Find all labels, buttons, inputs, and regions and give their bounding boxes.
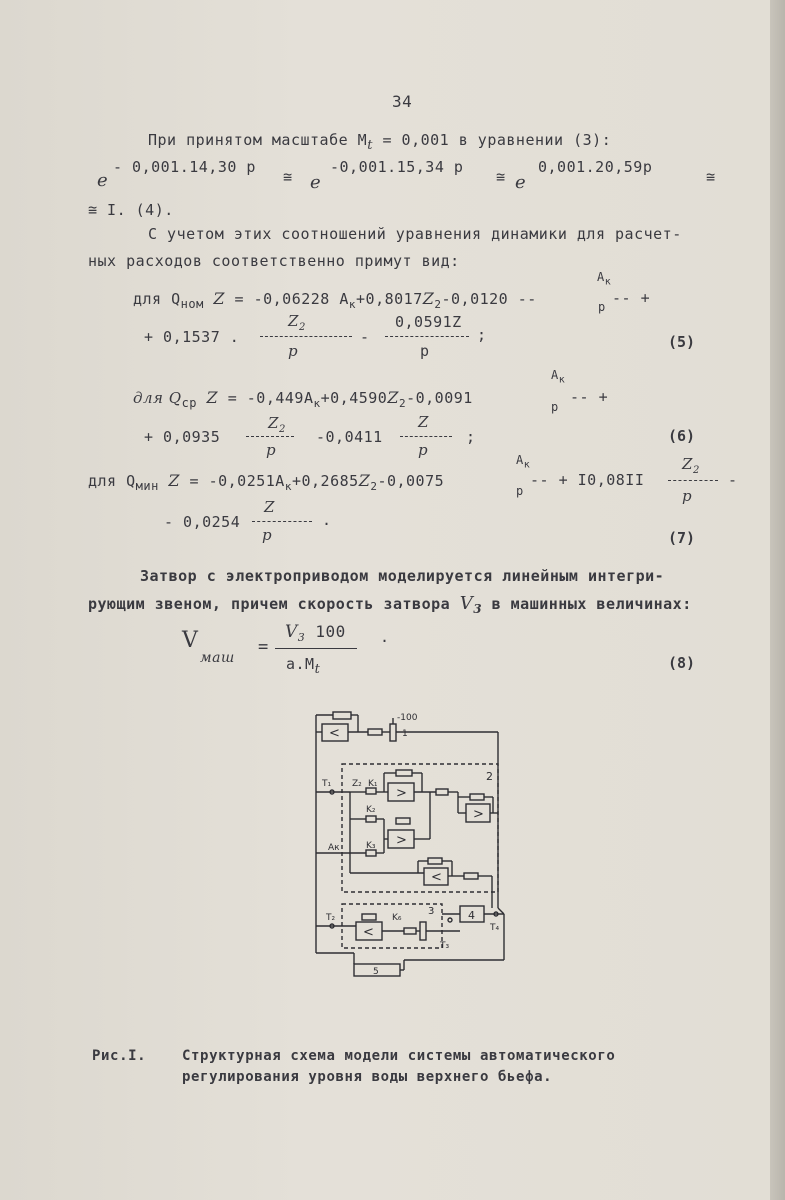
intro-line1: При принятом масштабе $M_t = 0,001$ в уравнении (3): bbox=[148, 131, 612, 153]
eq8-eq: = bbox=[258, 637, 269, 657]
eq6-mid: -0,0411 bbox=[316, 428, 383, 446]
eq7-frac3-bar bbox=[252, 521, 312, 523]
exp-base-2: e bbox=[310, 172, 322, 193]
exp-base-1: e bbox=[97, 170, 109, 191]
eq7-frac2-num: $Z_2$ bbox=[682, 455, 700, 476]
eq7-line1: для $Q_{мин}$ $Z = -0,0251A_к+0,2685Z_2-0,0075$ bbox=[88, 471, 445, 493]
label-4: 4 bbox=[468, 909, 475, 922]
eq5-frac3-den: p bbox=[420, 342, 430, 360]
inverter-symbol-5: < bbox=[431, 870, 442, 885]
eq6-frac1-num: $A_к$ bbox=[551, 368, 566, 386]
para1-line2: ных расходов соответственно примут вид: bbox=[88, 252, 460, 270]
exponent-2: -0,001.15,34 p bbox=[330, 158, 464, 176]
eq5-frac3-num: 0,0591Z bbox=[395, 313, 462, 331]
integrator-symbol-6: < bbox=[363, 925, 374, 940]
label-t4: T₄ bbox=[490, 923, 500, 933]
eq6-frac2-bar bbox=[246, 436, 294, 438]
approx-sign-3: ≅ bbox=[706, 168, 716, 186]
eq6-frac2-num: $Z_2$ bbox=[268, 414, 286, 435]
eq5-frac1-num: $A_к$ bbox=[597, 270, 612, 288]
eq8-end: . bbox=[380, 628, 390, 646]
eq7-frac3-den: p bbox=[262, 526, 273, 544]
dashed-block-3 bbox=[342, 904, 442, 948]
eq5-frac3-bar bbox=[385, 336, 469, 338]
equation-4: ≅ I. (4). bbox=[88, 201, 174, 219]
eq6-frac3-num: Z bbox=[418, 413, 429, 431]
resistor bbox=[436, 789, 448, 795]
label-t3: T₃ bbox=[440, 941, 450, 951]
eq8-number: (8) bbox=[668, 654, 696, 672]
label-minus-100: -100 bbox=[397, 713, 418, 723]
resistor bbox=[464, 873, 478, 879]
resistor bbox=[404, 928, 416, 934]
label-2: 2 bbox=[486, 770, 493, 783]
label-k1: K₁ bbox=[368, 779, 378, 789]
label-k3: K₃ bbox=[366, 841, 376, 851]
eq7-frac1-num: $A_к$ bbox=[516, 453, 531, 471]
caption-line2: регулирования уровня воды верхнего бьефа. bbox=[182, 1069, 553, 1085]
eq6-end: ; bbox=[466, 428, 476, 446]
eq5-frac2-bar bbox=[260, 336, 352, 338]
label-1: 1 bbox=[402, 729, 408, 739]
eq6-frac1-den: p bbox=[551, 400, 559, 414]
eq6-tail: -- + bbox=[570, 388, 609, 406]
exponent-3: 0,001.20,59p bbox=[538, 158, 653, 176]
switch-t3 bbox=[448, 918, 452, 922]
eq5-frac2-den: p bbox=[288, 342, 299, 360]
page-edge bbox=[770, 0, 785, 1200]
eq5-number: (5) bbox=[668, 333, 696, 351]
eq6-line2-lead: + 0,0935 bbox=[144, 428, 221, 446]
eq5-tail: -- + bbox=[612, 289, 651, 307]
label-k2: K₂ bbox=[366, 805, 376, 815]
eq5-line1: для $Q_{ном}$ Z = -0,06228 $A_к+0,8017Z_2-0,0120$ -- bbox=[133, 289, 537, 311]
feedback-resistor-3 bbox=[470, 794, 484, 800]
eq5-frac1-den: p bbox=[598, 300, 606, 314]
eq5-end: ; bbox=[477, 326, 487, 344]
eq6-frac2-den: p bbox=[266, 441, 277, 459]
para2-line1: Затвор с электроприводом моделируется линейным интегри- bbox=[140, 567, 665, 585]
potentiometer-1 bbox=[390, 724, 396, 741]
approx-sign-1: ≅ bbox=[283, 168, 293, 186]
eq6-frac3-bar bbox=[400, 436, 452, 438]
eq7-frac1-den: p bbox=[516, 484, 524, 498]
eq8-num: $V_3$ 100 bbox=[285, 622, 346, 645]
top-feedback-resistor bbox=[333, 712, 351, 719]
eq7-frac2-bar bbox=[668, 480, 718, 482]
exponent-1: - 0,001.14,30 p bbox=[113, 158, 256, 176]
figure-label: Рис.I. bbox=[92, 1048, 147, 1064]
eq7-end: . bbox=[322, 511, 332, 529]
label-k6: K₆ bbox=[392, 913, 402, 923]
eq8-lhs-sub: маш bbox=[200, 650, 235, 666]
eq8-lhs: V bbox=[182, 628, 199, 653]
feedback-resistor-5 bbox=[428, 858, 442, 864]
approx-sign-2: ≅ bbox=[496, 168, 506, 186]
pot-k2 bbox=[366, 816, 376, 822]
eq7-number: (7) bbox=[668, 529, 696, 547]
eq6-frac3-den: p bbox=[418, 441, 429, 459]
feedback-resistor-2 bbox=[396, 770, 412, 776]
label-5: 5 bbox=[373, 967, 379, 977]
eq7-frac2-den: p bbox=[682, 487, 693, 505]
integrator-symbol-1: < bbox=[329, 726, 340, 741]
label-t1: T₁ bbox=[322, 779, 332, 789]
eq7-tail: - bbox=[728, 471, 738, 489]
capacitor-feedback bbox=[396, 818, 410, 824]
eq6-line1: для $Q_{ср}$ $Z = -0,449A_к+0,4590Z_2-0,0091$ bbox=[133, 388, 473, 410]
caption-line1: Структурная схема модели системы автоматического bbox=[182, 1048, 616, 1064]
label-t2: T₂ bbox=[326, 913, 336, 923]
resistor bbox=[368, 729, 382, 735]
para2-line2: рующим звеном, причем скорость затвора $V_3$ в машинных величинах: bbox=[88, 593, 692, 616]
amplifier-symbol-4: > bbox=[396, 833, 407, 848]
eq5-mid: - bbox=[360, 328, 370, 346]
eq7-frac3-num: Z bbox=[264, 498, 275, 516]
eq8-frac-bar bbox=[275, 648, 357, 649]
eq8-den: $a.M_t$ bbox=[286, 655, 321, 677]
amplifier-symbol-3: > bbox=[473, 807, 484, 822]
exp-base-3: e bbox=[515, 172, 527, 193]
page-number: 34 bbox=[392, 92, 413, 111]
label-z2: Z₂ bbox=[352, 779, 362, 789]
label-3: 3 bbox=[428, 906, 435, 917]
label-ak: Aк bbox=[328, 843, 340, 853]
eq7-mid: -- + I0,08II bbox=[530, 471, 645, 489]
eq5-line2-lead: + 0,1537 . bbox=[144, 328, 240, 346]
structural-diagram bbox=[300, 708, 520, 978]
amplifier-symbol-2: > bbox=[396, 786, 407, 801]
eq7-line2-lead: - 0,0254 bbox=[164, 513, 241, 531]
eq5-frac2-num: $Z_2$ bbox=[288, 312, 306, 333]
para1-line1: С учетом этих соотношений уравнения динамики для расчет- bbox=[148, 225, 682, 243]
pot-block-3 bbox=[420, 922, 426, 940]
wire bbox=[498, 908, 504, 914]
capacitor-block-3 bbox=[362, 914, 376, 920]
eq6-number: (6) bbox=[668, 427, 696, 445]
